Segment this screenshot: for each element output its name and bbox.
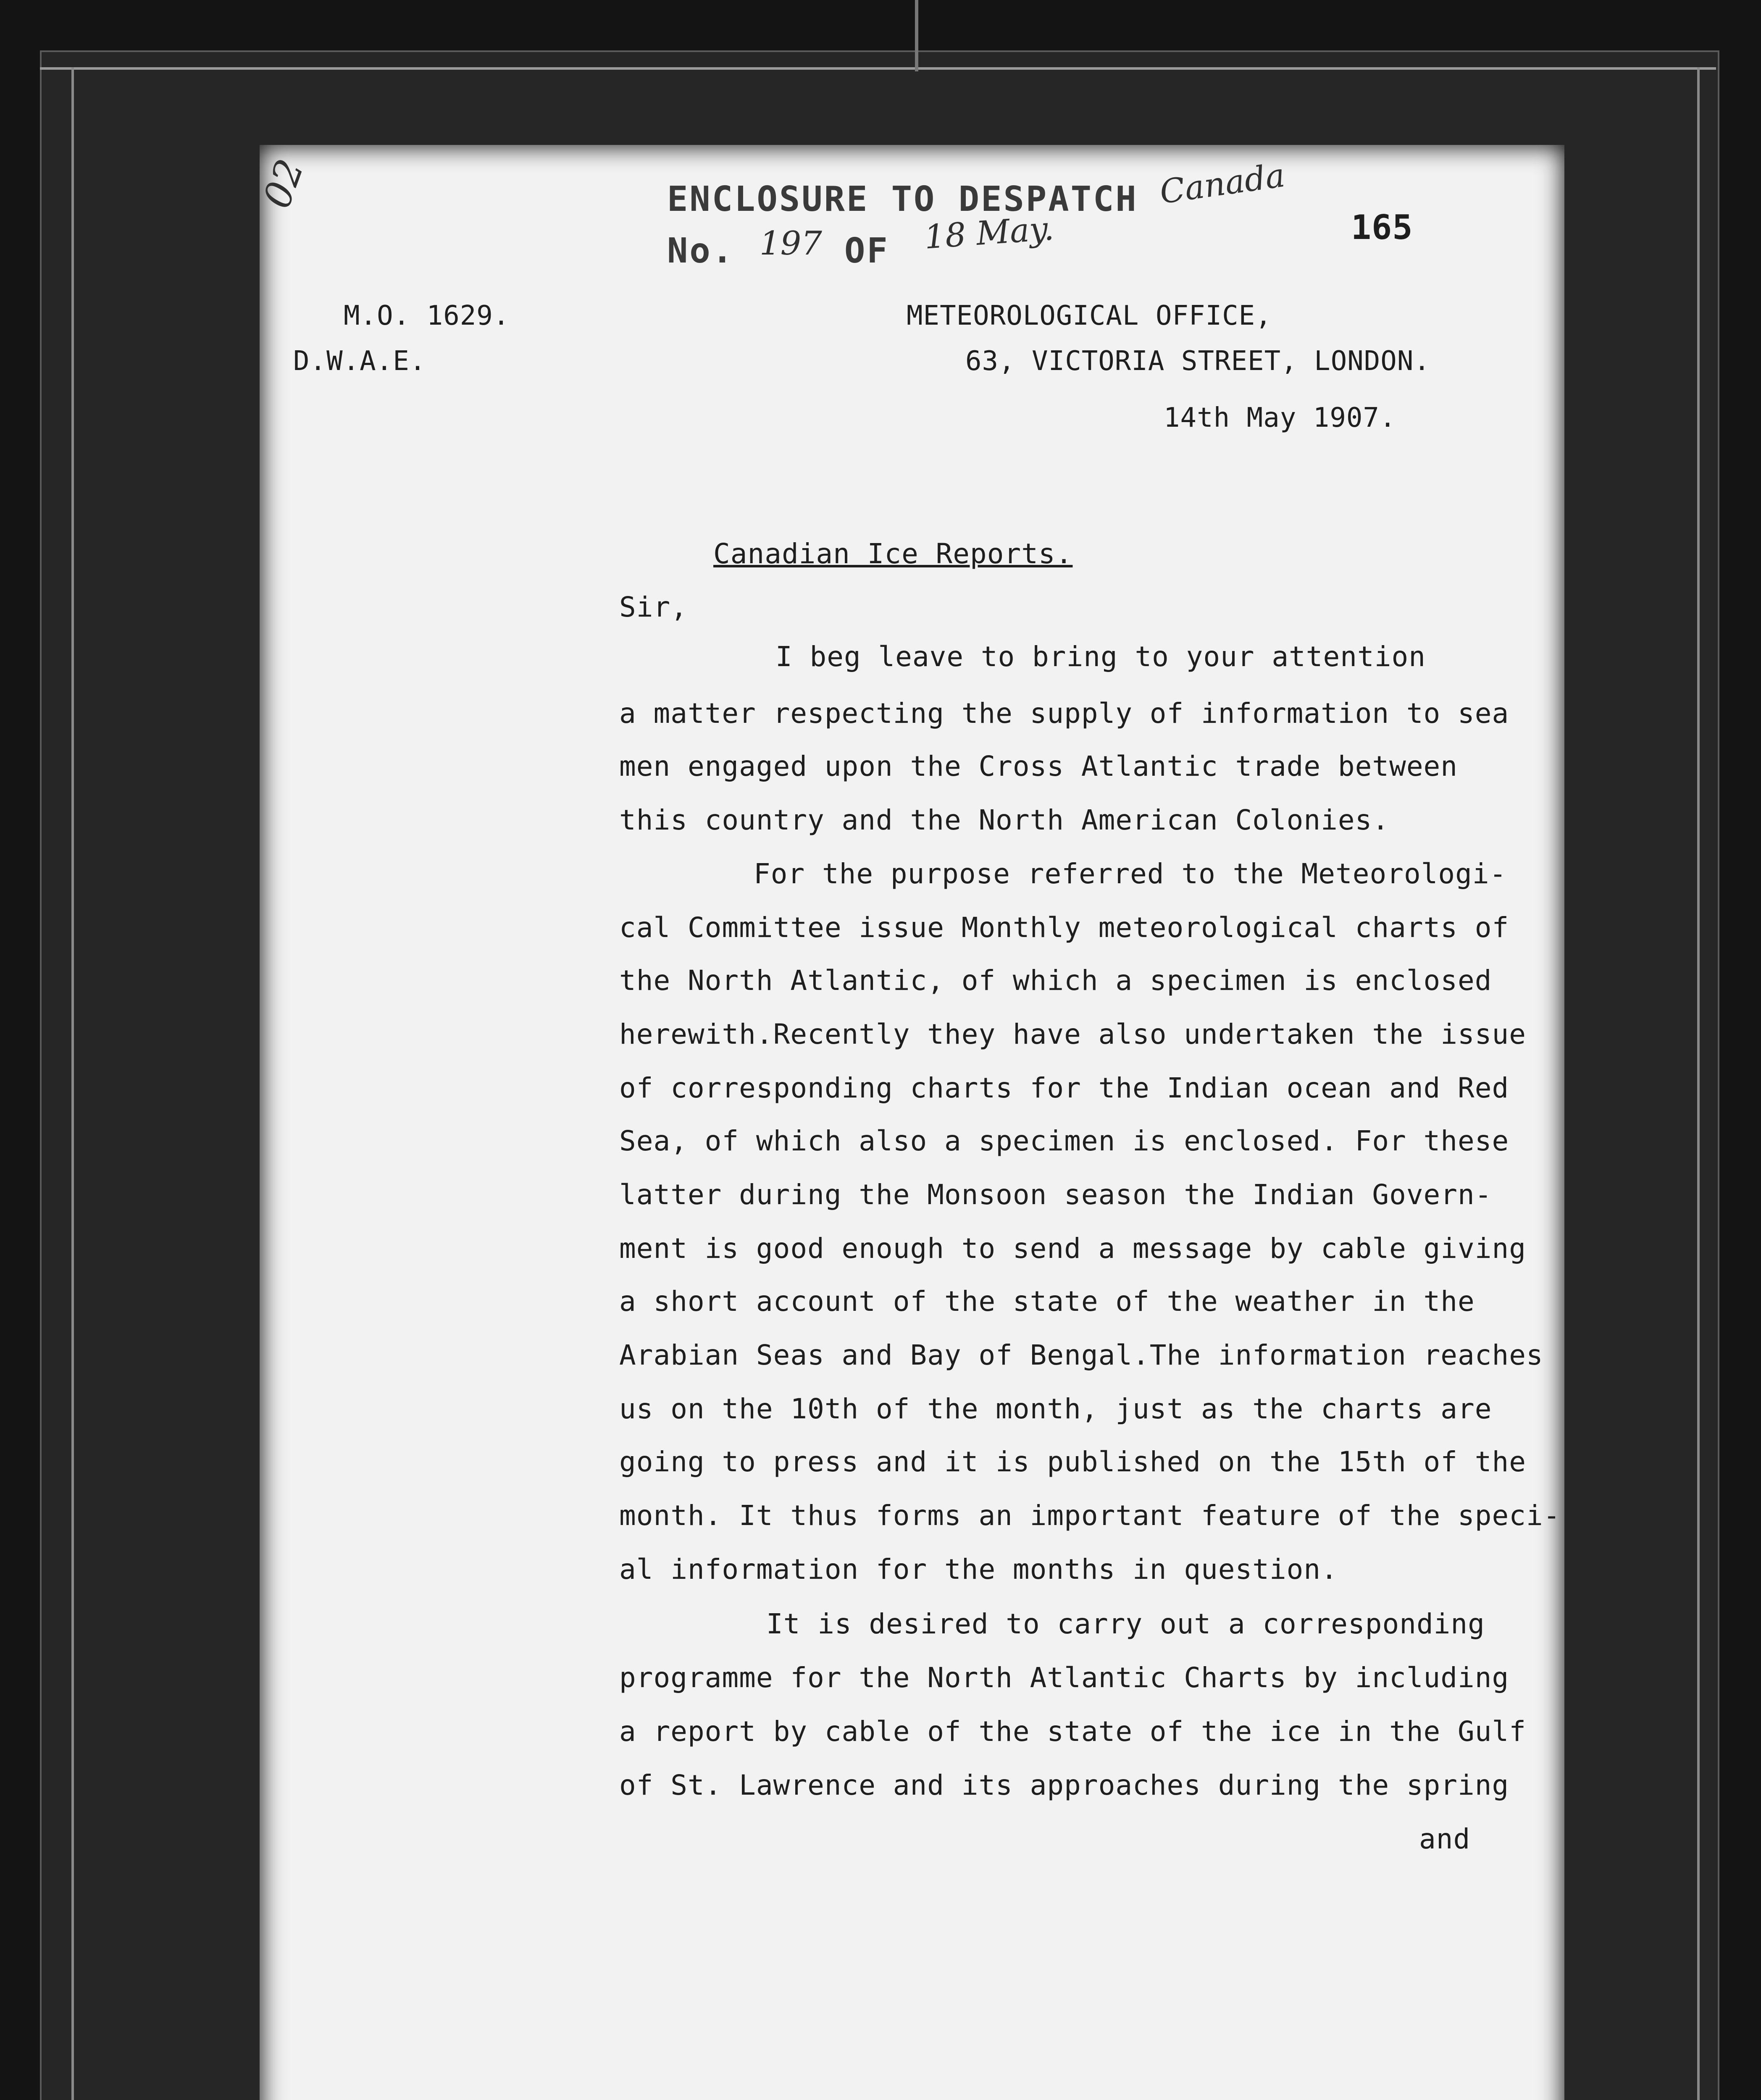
body-line: Arabian Seas and Bay of Bengal.The information reaches (619, 1339, 1543, 1371)
frame-top-notch (915, 0, 918, 71)
body-line: I beg leave to bring to your attention (775, 640, 1426, 673)
body-line: a report by cable of the state of the ice in the Gulf (619, 1715, 1526, 1748)
page-number: 165 (1351, 208, 1413, 247)
enclosure-stamp-country: Canada (1157, 156, 1288, 212)
body-line: cal Committee issue Monthly meteorological charts of (619, 911, 1509, 944)
body-line: ment is good enough to send a message by cable giving (619, 1232, 1526, 1265)
frame-right-rule (1697, 67, 1700, 2100)
office-name: METEOROLOGICAL OFFICE, (907, 300, 1272, 331)
letter-title: Canadian Ice Reports. (713, 538, 1073, 570)
body-line: Sea, of which also a specimen is enclosed. For these (619, 1125, 1509, 1157)
catchword: and (1419, 1823, 1471, 1855)
body-line: a short account of the state of the weather in the (619, 1285, 1475, 1318)
reference-initials: D.W.A.E. (293, 346, 426, 377)
enclosure-stamp-no-label: No. (667, 231, 735, 271)
body-line: the North Atlantic, of which a specimen is enclosed (619, 964, 1492, 997)
enclosure-stamp-line1: ENCLOSURE TO DESPATCH (667, 179, 1138, 219)
body-line: of St. Lawrence and its approaches during the spring (619, 1769, 1509, 1801)
body-line: It is desired to carry out a corresponding (766, 1608, 1485, 1640)
office-street: 63, VICTORIA STREET, LONDON. (965, 346, 1430, 377)
document-page (255, 145, 1564, 2100)
enclosure-stamp-of-value: 18 May. (923, 210, 1055, 257)
body-line: going to press and it is published on the 15th of the (619, 1446, 1526, 1478)
frame-top-rule (40, 67, 1716, 70)
enclosure-stamp-no-value: 197 (760, 225, 822, 262)
body-line: programme for the North Atlantic Charts by including (619, 1662, 1509, 1694)
enclosure-stamp-of-label: OF (844, 231, 889, 271)
salutation: Sir, (619, 591, 688, 623)
frame-left-rule (71, 67, 74, 2100)
body-line: a matter respecting the supply of information to sea (619, 697, 1509, 730)
body-line: men engaged upon the Cross Atlantic trade between (619, 750, 1458, 782)
body-line: of corresponding charts for the Indian ocean and Red (619, 1072, 1509, 1104)
letter-date: 14th May 1907. (1164, 402, 1396, 433)
body-line: al information for the months in question. (619, 1553, 1338, 1586)
reference-mo: M.O. 1629. (344, 300, 510, 331)
body-line: latter during the Monsoon season the Indian Govern- (619, 1179, 1492, 1211)
body-line: For the purpose referred to the Meteorologi- (754, 858, 1507, 890)
body-line: us on the 10th of the month, just as the charts are (619, 1393, 1492, 1425)
corner-mark: 02 (255, 153, 313, 214)
body-line: this country and the North American Colonies. (619, 804, 1390, 836)
body-line: month. It thus forms an important feature of the speci- (619, 1499, 1561, 1532)
body-line: herewith.Recently they have also undertaken the issue (619, 1018, 1526, 1050)
